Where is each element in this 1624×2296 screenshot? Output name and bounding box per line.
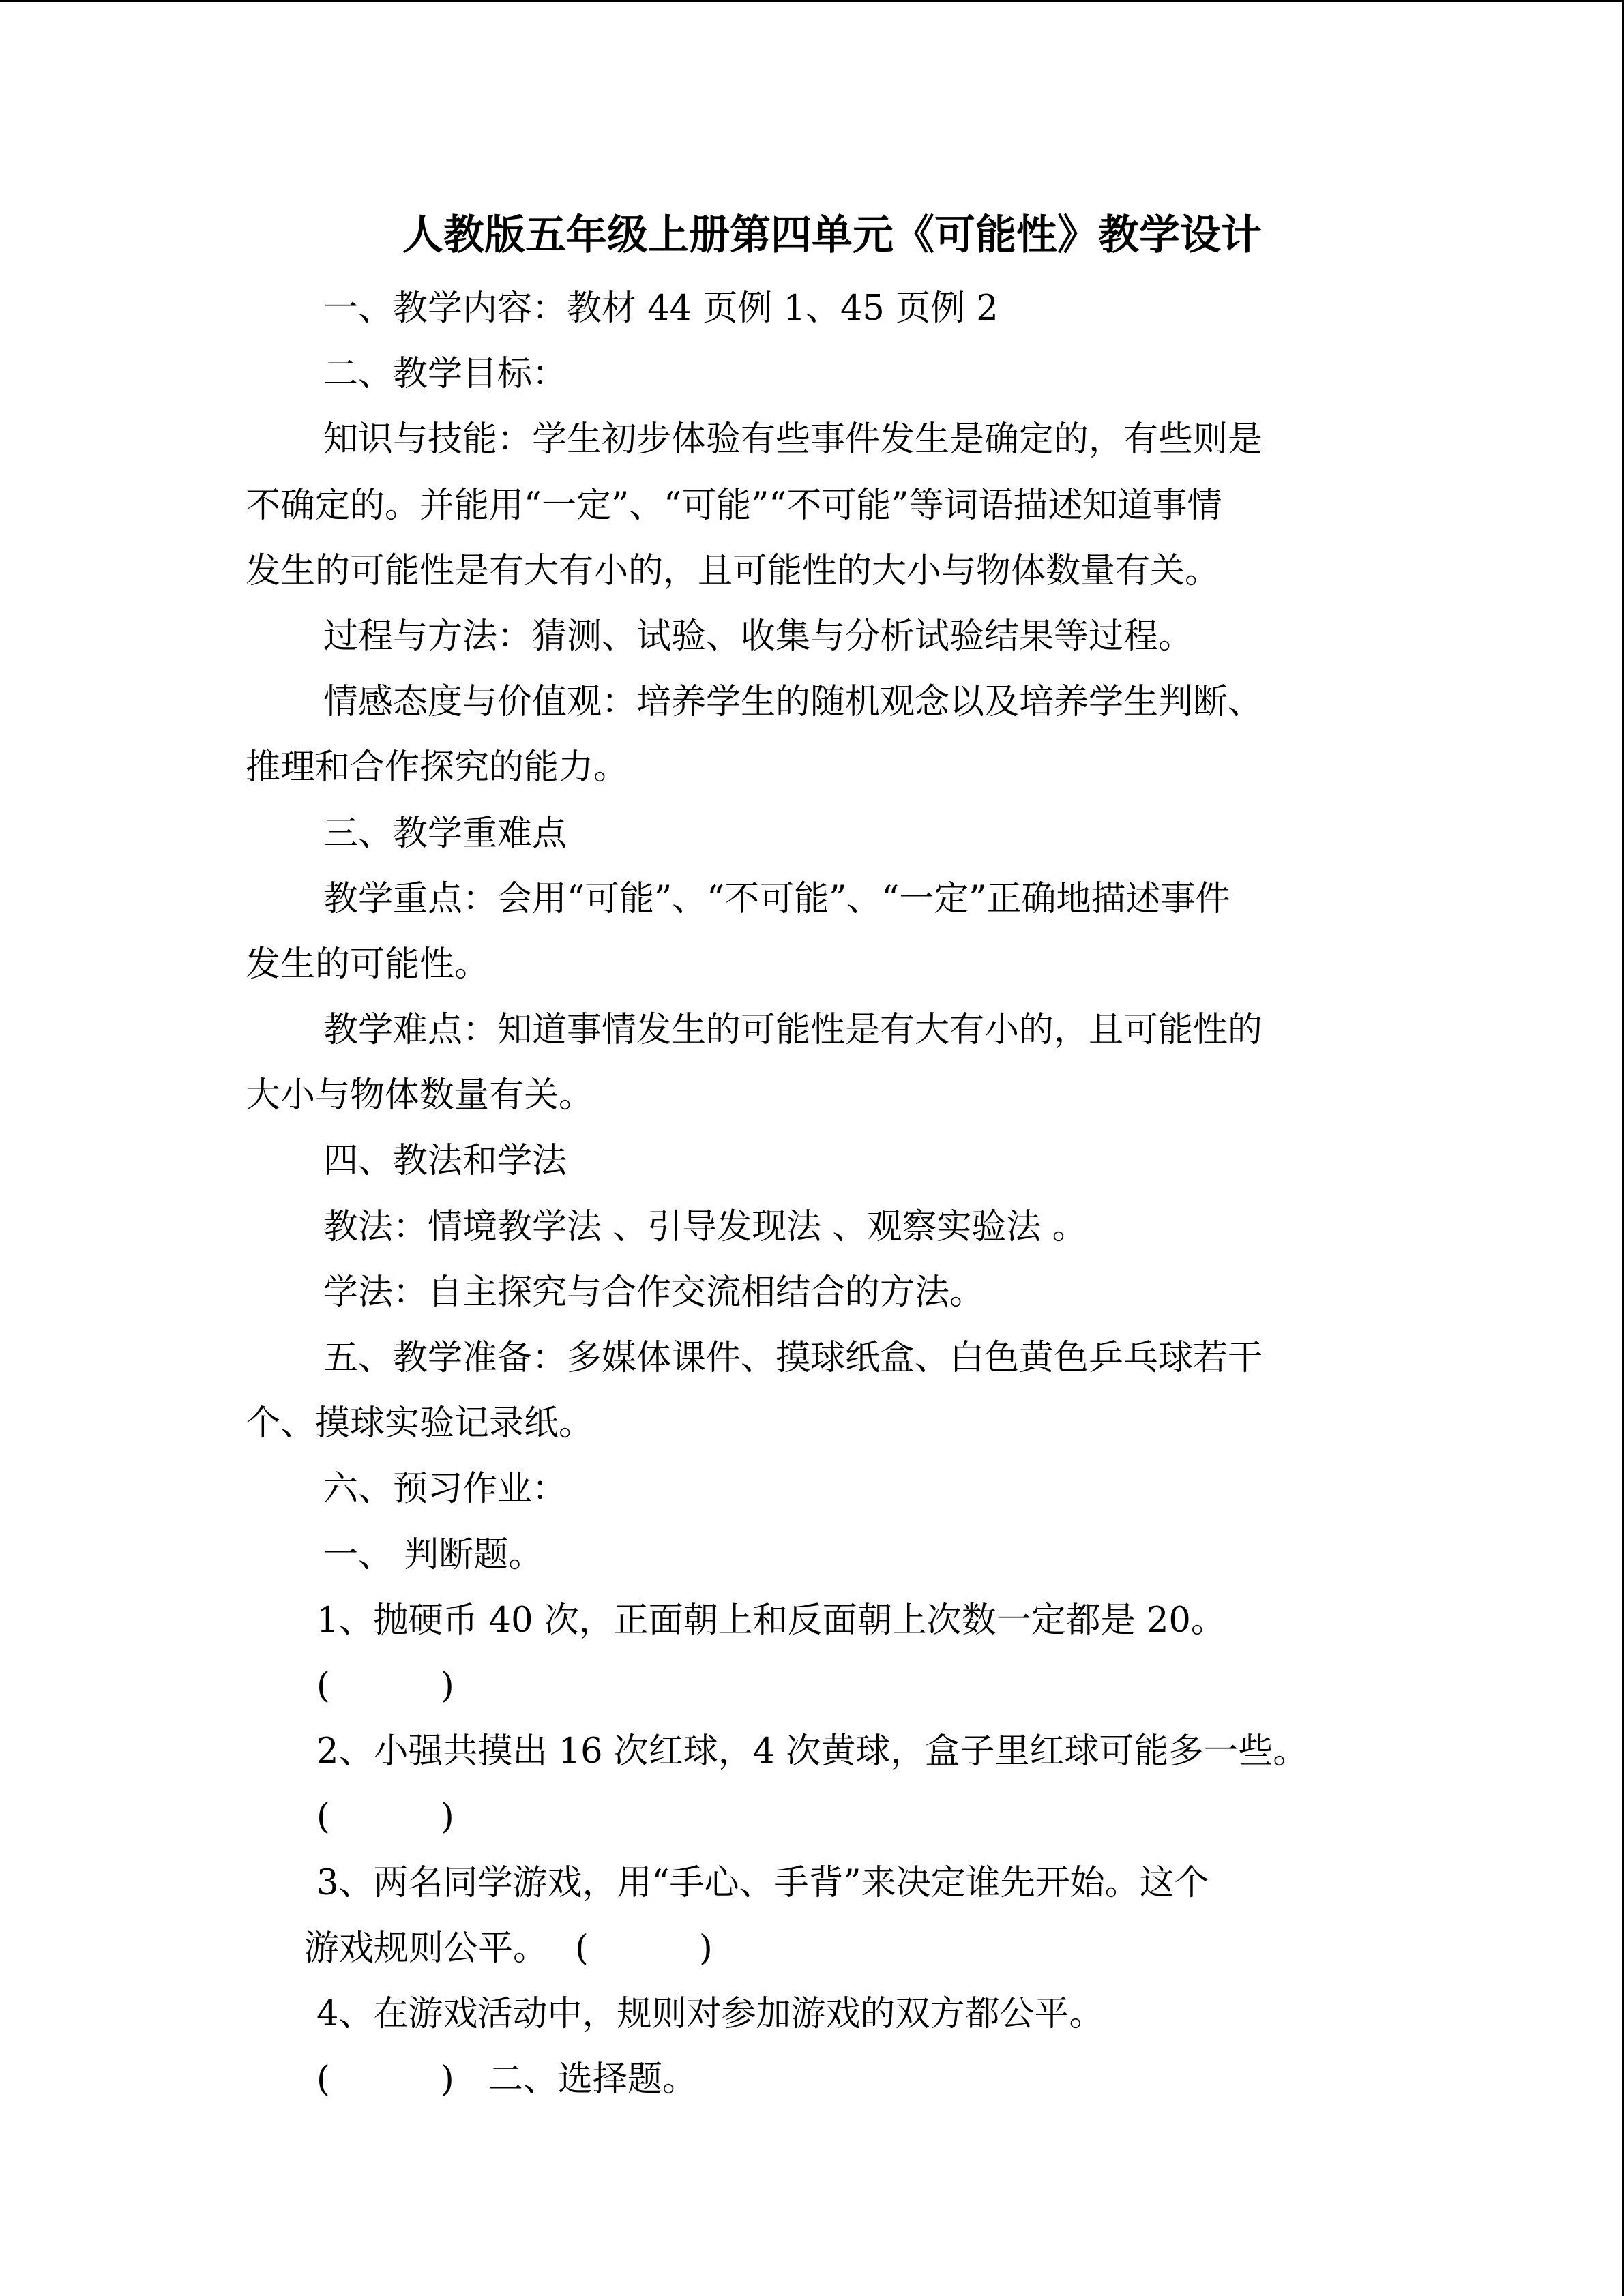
paren-open: ( — [316, 2059, 330, 2100]
document-content — [246, 194, 1378, 2113]
question-4: 4、在游戏活动中，规则对参加游戏的双方都公平。 — [316, 1993, 1104, 2034]
paragraph-line: 学法：自主探究与合作交流相结合的方法。 — [323, 1272, 985, 1313]
true-false-heading: 一、 判断题。 — [323, 1534, 544, 1575]
section-teaching-content: 一、教学内容：教材 44 页例 1、45 页例 2 — [323, 288, 999, 329]
paragraph-line: 教学重点：会用“可能”、“不可能”、“一定”正确地描述事件 — [323, 878, 1230, 919]
paragraph-line: 发生的可能性。 — [246, 944, 490, 985]
paren-close: ) — [698, 1928, 713, 1969]
paren-close: ) — [440, 1797, 454, 1838]
question-1: 1、抛硬币 40 次，正面朝上和反面朝上次数一定都是 20。 — [316, 1600, 1226, 1641]
paren-open: ( — [316, 1797, 330, 1838]
paragraph-line: 不确定的。并能用“一定”、“可能”“不可能”等词语描述知道事情 — [246, 485, 1222, 526]
paren-close: ) — [440, 1665, 454, 1706]
question-2: 2、小强共摸出 16 次红球，4 次黄球，盒子里红球可能多一些。 — [316, 1731, 1308, 1772]
answer-blank-4 — [246, 2047, 1378, 2113]
section-key-difficult-points: 三、教学重难点 — [323, 813, 567, 854]
document-title: 人教版五年级上册第四单元《可能性》教学设计 — [402, 211, 1262, 259]
paragraph-line: 知识与技能：学生初步体验有些事件发生是确定的，有些则是 — [323, 419, 1263, 460]
answer-blank-2 — [246, 1785, 1378, 1850]
answer-blank-1 — [246, 1654, 1378, 1719]
section-teaching-goals: 二、教学目标： — [323, 354, 567, 395]
paragraph-line: 推理和合作探究的能力。 — [246, 747, 629, 788]
paragraph-line: 情感态度与价值观：培养学生的随机观念以及培养学生判断、 — [323, 682, 1263, 723]
multiple-choice-heading: 二、选择题。 — [488, 2059, 697, 2100]
paragraph-line: 个、摸球实验记录纸。 — [246, 1403, 594, 1444]
question-3-continued — [246, 1916, 1378, 1982]
paragraph-line: 教法：情境教学法 、引导发现法 、观察实验法 。 — [323, 1206, 1087, 1247]
paragraph-line: 教学难点：知道事情发生的可能性是有大有小的，且可能性的 — [323, 1010, 1263, 1051]
paragraph-line: 发生的可能性是有大有小的，且可能性的大小与物体数量有关。 — [246, 550, 1220, 591]
paragraph-line: 过程与方法：猜测、试验、收集与分析试验结果等过程。 — [323, 616, 1194, 657]
paren-open: ( — [316, 1665, 330, 1706]
section-methods: 四、教法和学法 — [323, 1141, 567, 1182]
paragraph-line: 大小与物体数量有关。 — [246, 1075, 594, 1116]
paren-open: ( — [575, 1928, 589, 1969]
section-preparation: 五、教学准备：多媒体课件、摸球纸盒、白色黄色乒乓球若干 — [323, 1338, 1263, 1378]
section-homework: 六、预习作业： — [323, 1469, 567, 1510]
question-3: 3、两名同学游戏，用“手心、手背”来决定谁先开始。这个 — [316, 1862, 1209, 1903]
question-3-tail: 游戏规则公平。 — [304, 1928, 548, 1969]
paren-close: ) — [440, 2059, 454, 2100]
